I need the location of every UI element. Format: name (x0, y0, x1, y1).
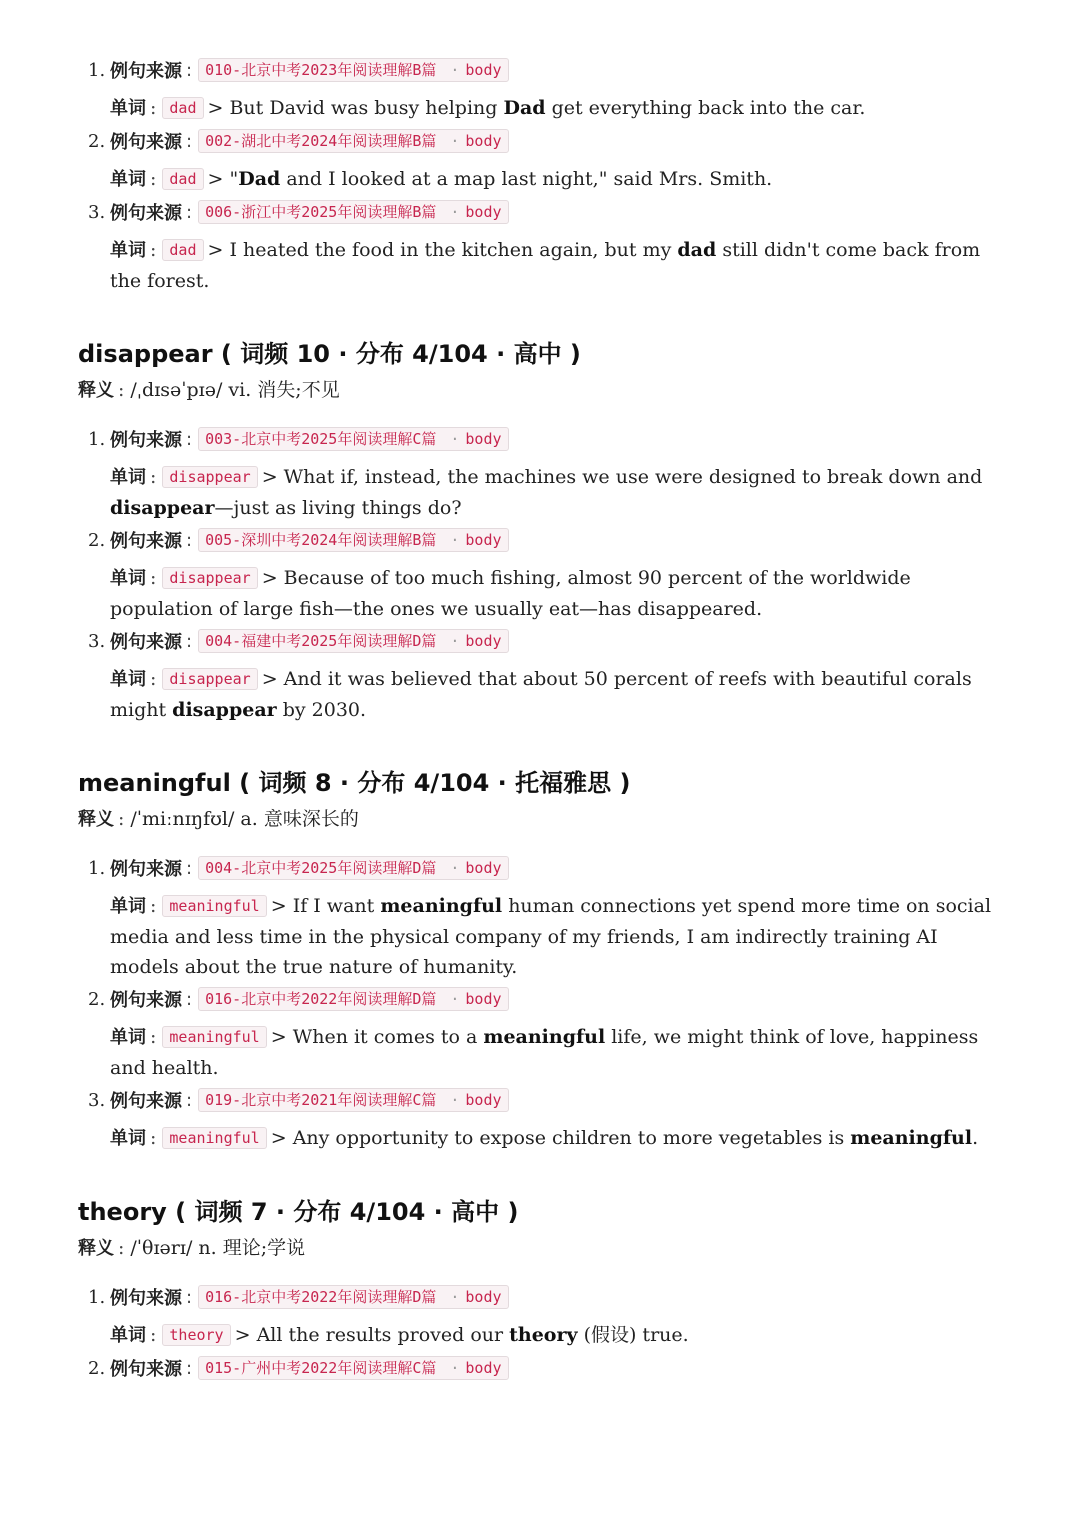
sentence-text: get everything back into the car. (545, 97, 866, 119)
source-label: 例句来源 (110, 632, 182, 653)
sentence-text: Because of too much fishing, almost 90 percent of the worldwide population of large fish—the ones we usually eat—has disappeared. (110, 567, 911, 620)
sentence-text: I heated the food in the kitchen again, but my (229, 239, 678, 261)
arrow: > (207, 239, 230, 261)
source-line (88, 1354, 1000, 1382)
word-label: 单词 (110, 568, 146, 589)
arrow: > (261, 567, 284, 589)
colon: : (186, 630, 193, 652)
item-number: 2. (88, 989, 106, 1010)
word-tag: disappear (162, 466, 257, 488)
source-line (88, 526, 1000, 554)
source-line (88, 198, 1000, 226)
word-label: 单词 (110, 1128, 146, 1149)
arrow: > (234, 1324, 257, 1346)
colon: : (150, 895, 157, 917)
source-part: body (465, 430, 502, 448)
source-line (88, 985, 1000, 1013)
source-line (88, 1086, 1000, 1114)
sentence-text: —just as living things do? (214, 497, 462, 519)
source-label: 例句来源 (110, 430, 182, 451)
source-tag (198, 129, 508, 153)
sentence-text: (假设) true. (577, 1324, 689, 1346)
word-tag: dad (162, 239, 203, 261)
colon: : (186, 428, 193, 450)
source-part: body (465, 632, 502, 650)
word-entry (0, 1194, 1080, 1382)
colon: : (118, 1237, 125, 1259)
highlighted-word: disappear (172, 699, 277, 721)
source-part: body (465, 990, 502, 1008)
sentence-text: and I looked at a map last night," said Mrs. Smith. (280, 168, 773, 190)
word-tag: theory (162, 1324, 230, 1346)
arrow: > (270, 895, 293, 917)
separator-dot: · (450, 1091, 460, 1109)
word-label: 单词 (110, 896, 146, 917)
highlighted-word: theory (509, 1324, 578, 1346)
word-tag: disappear (162, 668, 257, 690)
word-line (110, 235, 1000, 296)
sentence-text: still didn't come back from the forest. (110, 239, 981, 292)
source-name: 006-浙江中考2025年阅读理解B篇 (205, 203, 437, 221)
colon: : (150, 1127, 157, 1149)
item-number: 3. (88, 1090, 106, 1111)
source-part: body (465, 859, 502, 877)
item-number: 1. (88, 1287, 106, 1308)
definition-line (78, 376, 1080, 405)
source-name: 002-湖北中考2024年阅读理解B篇 (205, 132, 437, 150)
colon: : (150, 668, 157, 690)
word-label: 单词 (110, 1325, 146, 1346)
source-label: 例句来源 (110, 1091, 182, 1112)
separator-dot: · (450, 61, 460, 79)
colon: : (150, 466, 157, 488)
source-line (88, 854, 1000, 882)
source-label: 例句来源 (110, 531, 182, 552)
word-label: 单词 (110, 169, 146, 190)
example-item (88, 1283, 1000, 1351)
word-entry (0, 336, 1080, 725)
source-part: body (465, 1288, 502, 1306)
source-name: 004-北京中考2025年阅读理解D篇 (205, 859, 437, 877)
sentence-text: life, we might think of love, happiness and health. (110, 1026, 979, 1079)
source-name: 016-北京中考2022年阅读理解D篇 (205, 1288, 437, 1306)
colon: : (186, 130, 193, 152)
entry-heading (78, 1194, 1080, 1230)
word-label: 单词 (110, 467, 146, 488)
colon: : (186, 201, 193, 223)
source-name: 016-北京中考2022年阅读理解D篇 (205, 990, 437, 1008)
source-name: 003-北京中考2025年阅读理解C篇 (205, 430, 437, 448)
word-label: 单词 (110, 669, 146, 690)
separator-dot: · (450, 132, 460, 150)
word-line (110, 1022, 1000, 1083)
highlighted-word: Dad (503, 97, 546, 119)
entry-word: theory (78, 1198, 176, 1226)
example-item (88, 1354, 1000, 1382)
separator-dot: · (450, 990, 460, 1008)
source-tag (198, 1285, 508, 1309)
separator-dot: · (450, 632, 460, 650)
sentence-text: What if, instead, the machines we use were designed to break down and (283, 466, 983, 488)
source-name: 015-广州中考2022年阅读理解C篇 (205, 1359, 437, 1377)
colon: : (150, 1026, 157, 1048)
word-tag: dad (162, 97, 203, 119)
separator-dot: · (450, 203, 460, 221)
sentence-text: All the results proved our (256, 1324, 510, 1346)
example-item (88, 425, 1000, 523)
colon: : (186, 988, 193, 1010)
source-line (88, 56, 1000, 84)
example-list (0, 1283, 1080, 1382)
arrow: > (207, 97, 230, 119)
source-line (88, 425, 1000, 453)
source-tag (198, 200, 508, 224)
separator-dot: · (450, 1359, 460, 1377)
source-name: 019-北京中考2021年阅读理解C篇 (205, 1091, 437, 1109)
word-line (110, 1123, 1000, 1154)
source-tag (198, 629, 508, 653)
word-label: 单词 (110, 1027, 146, 1048)
source-part: body (465, 1359, 502, 1377)
entry-word: meaningful (78, 769, 240, 797)
arrow: > (261, 466, 284, 488)
source-label: 例句来源 (110, 132, 182, 153)
entry-word: disappear (78, 340, 221, 368)
colon: : (150, 97, 157, 119)
sentence-text: If I want (292, 895, 381, 917)
source-tag (198, 427, 508, 451)
example-item (88, 985, 1000, 1083)
word-label: 单词 (110, 240, 146, 261)
sentence-text: When it comes to a (292, 1026, 484, 1048)
source-tag (198, 856, 508, 880)
definition-text: /ˌdɪsəˈpɪə/ vi. 消失;不见 (130, 379, 340, 401)
source-label: 例句来源 (110, 61, 182, 82)
word-line (110, 664, 1000, 725)
highlighted-word: Dad (238, 168, 281, 190)
source-name: 004-福建中考2025年阅读理解D篇 (205, 632, 437, 650)
sentence-text: But David was busy helping (229, 97, 504, 119)
source-label: 例句来源 (110, 1288, 182, 1309)
vocabulary-entries (0, 336, 1080, 1382)
entry-heading (78, 336, 1080, 372)
item-number: 1. (88, 60, 106, 81)
source-part: body (465, 61, 502, 79)
word-tag: disappear (162, 567, 257, 589)
highlighted-word: meaningful (483, 1026, 606, 1048)
colon: : (150, 1324, 157, 1346)
colon: : (186, 1089, 193, 1111)
sentence-text: by 2030. (276, 699, 367, 721)
source-part: body (465, 1091, 502, 1109)
colon: : (118, 379, 125, 401)
entry-meta: ( 词频 8 · 分布 4/104 · 托福雅思 ) (239, 769, 631, 797)
source-line (88, 1283, 1000, 1311)
colon: : (186, 1357, 193, 1379)
word-label: 单词 (110, 98, 146, 119)
definition-line (78, 805, 1080, 834)
source-line (88, 627, 1000, 655)
highlighted-word: meaningful (380, 895, 503, 917)
source-tag (198, 987, 508, 1011)
item-number: 3. (88, 202, 106, 223)
example-list (0, 425, 1080, 725)
source-name: 005-深圳中考2024年阅读理解B篇 (205, 531, 437, 549)
sentence-text: And it was believed that about 50 percent of reefs with beautiful corals might (110, 668, 972, 721)
word-line (110, 891, 1000, 982)
colon: : (150, 567, 157, 589)
sentence-text: " (229, 168, 239, 190)
word-tag: meaningful (162, 895, 266, 917)
entry-meta: ( 词频 10 · 分布 4/104 · 高中 ) (220, 340, 581, 368)
colon: : (150, 168, 157, 190)
source-part: body (465, 531, 502, 549)
source-label: 例句来源 (110, 990, 182, 1011)
arrow: > (270, 1127, 293, 1149)
arrow: > (261, 668, 284, 690)
example-item (88, 854, 1000, 982)
arrow: > (207, 168, 230, 190)
source-tag (198, 1088, 508, 1112)
separator-dot: · (450, 859, 460, 877)
example-list (0, 854, 1080, 1154)
definition-text: /ˈmiːnɪŋfʊl/ a. 意味深长的 (130, 808, 359, 830)
item-number: 2. (88, 1358, 106, 1379)
word-tag: meaningful (162, 1026, 266, 1048)
sentence-text: . (972, 1127, 979, 1149)
sentence-text: human connections yet spend more time on social media and less time in the physical company of my friends, I am indirectly training AI models about the true nature of humanity. (110, 895, 992, 978)
source-tag (198, 58, 508, 82)
word-line (110, 1320, 1000, 1351)
source-part: body (465, 132, 502, 150)
colon: : (186, 857, 193, 879)
source-line (88, 127, 1000, 155)
arrow: > (270, 1026, 293, 1048)
source-tag (198, 528, 508, 552)
source-tag (198, 1356, 508, 1380)
word-line (110, 563, 1000, 624)
example-item (88, 127, 1000, 195)
word-entry (0, 765, 1080, 1154)
separator-dot: · (450, 1288, 460, 1306)
definition-text: /ˈθɪərɪ/ n. 理论;学说 (130, 1237, 306, 1259)
colon: : (186, 529, 193, 551)
item-number: 3. (88, 631, 106, 652)
separator-dot: · (450, 430, 460, 448)
example-item (88, 526, 1000, 624)
colon: : (118, 808, 125, 830)
example-item (88, 198, 1000, 296)
word-line (110, 164, 1000, 195)
definition-label: 释义 (78, 380, 114, 401)
definition-label: 释义 (78, 1238, 114, 1259)
word-line (110, 93, 1000, 124)
item-number: 1. (88, 858, 106, 879)
intro-example-list (0, 56, 1080, 296)
definition-line (78, 1234, 1080, 1263)
example-item (88, 627, 1000, 725)
word-tag: dad (162, 168, 203, 190)
entry-meta: ( 词频 7 · 分布 4/104 · 高中 ) (175, 1198, 519, 1226)
colon: : (186, 59, 193, 81)
item-number: 2. (88, 530, 106, 551)
example-item (88, 56, 1000, 124)
source-label: 例句来源 (110, 859, 182, 880)
highlighted-word: disappear (110, 497, 215, 519)
highlighted-word: meaningful (850, 1127, 973, 1149)
source-label: 例句来源 (110, 203, 182, 224)
colon: : (150, 239, 157, 261)
example-item (88, 1086, 1000, 1154)
item-number: 1. (88, 429, 106, 450)
word-line (110, 462, 1000, 523)
source-name: 010-北京中考2023年阅读理解B篇 (205, 61, 437, 79)
entry-heading (78, 765, 1080, 801)
item-number: 2. (88, 131, 106, 152)
definition-label: 释义 (78, 809, 114, 830)
source-part: body (465, 203, 502, 221)
sentence-text: Any opportunity to expose children to more vegetables is (292, 1127, 851, 1149)
colon: : (186, 1286, 193, 1308)
highlighted-word: dad (677, 239, 717, 261)
document-page (0, 56, 1080, 1391)
word-tag: meaningful (162, 1127, 266, 1149)
source-label: 例句来源 (110, 1359, 182, 1380)
separator-dot: · (450, 531, 460, 549)
